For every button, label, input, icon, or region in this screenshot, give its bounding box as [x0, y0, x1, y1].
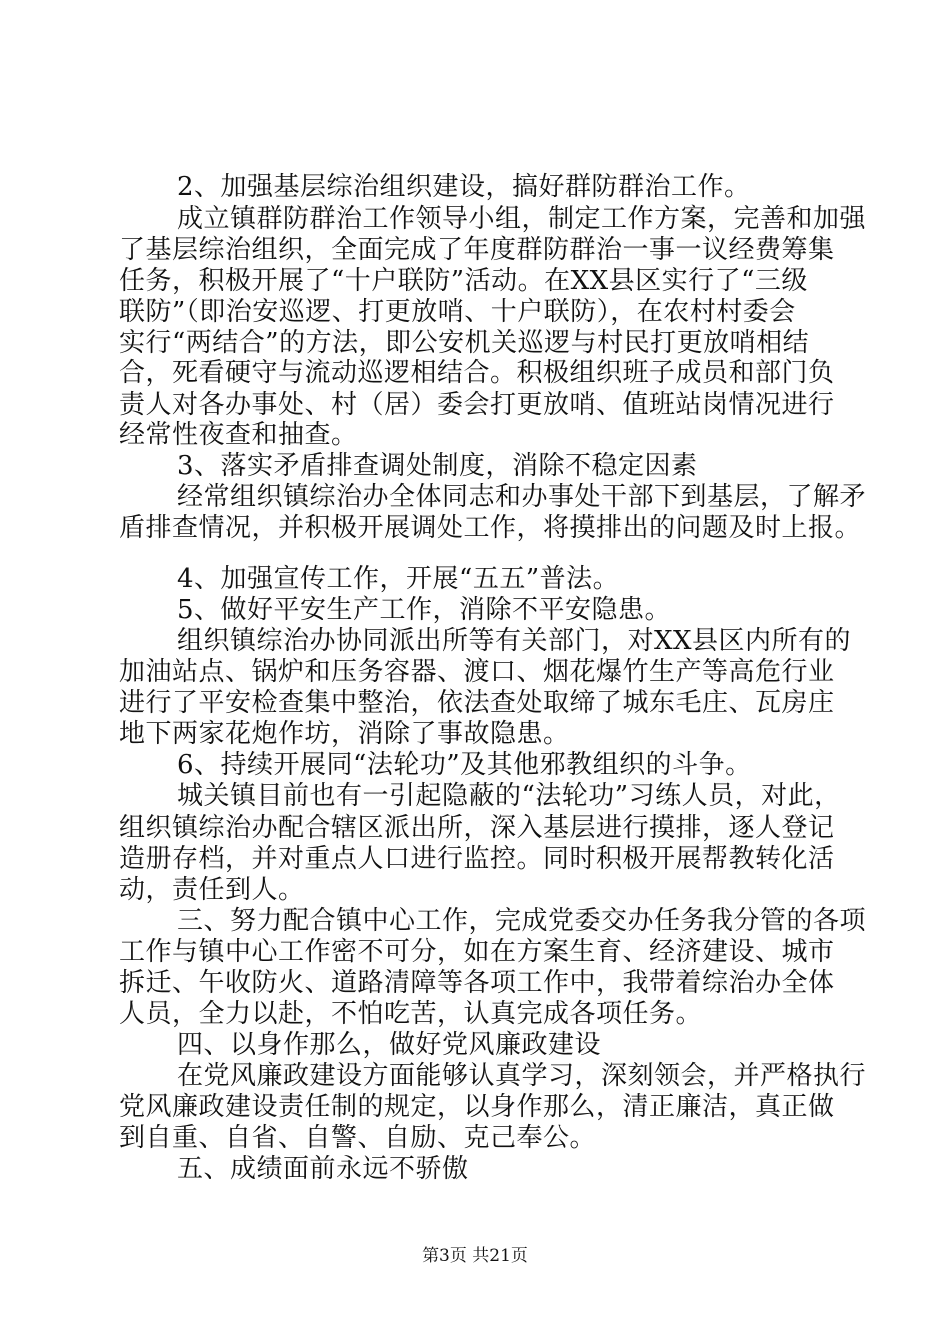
- text-line: 拆迁、午收防火、道路清障等各项工作中，我带着综治办全体: [119, 968, 835, 998]
- text-line: 进行了平安检查集中整治，依法查处取缔了城东毛庄、瓦房庄: [119, 688, 835, 718]
- section-heading: 3、落实矛盾排查调处制度，消除不稳定因素: [177, 451, 698, 481]
- text-line: 任务，积极开展了“十户联防”活动。在XX县区实行了“三级: [119, 266, 808, 296]
- text-line: 组织镇综治办配合辖区派出所，深入基层进行摸排，逐人登记: [119, 813, 835, 843]
- page-footer: 第3页 共21页: [422, 1246, 528, 1266]
- text-line: 党风廉政建设责任制的规定，以身作那么，清正廉洁，真正做: [119, 1092, 835, 1122]
- text-line: 加油站点、锅炉和压务容器、渡口、烟花爆竹生产等高危行业: [119, 657, 835, 687]
- text-line: 组织镇综治办协同派出所等有关部门，对XX县区内所有的: [177, 626, 852, 656]
- text-line: 2、加强基层综治组织建设，搞好群防群治工作。: [177, 172, 751, 202]
- text-line: 责人对各办事处、村（居）委会打更放哨、值班站岗情况进行: [119, 390, 835, 420]
- section-heading: 五、成绩面前永远不骄傲: [177, 1154, 469, 1184]
- text-line: 到自重、自省、自警、自励、克己奉公。: [119, 1123, 597, 1153]
- text-line: 经常性夜查和抽查。: [119, 420, 358, 450]
- text-line: 盾排查情况，并积极开展调处工作，将摸排出的问题及时上报。: [119, 513, 862, 543]
- text-line: 城关镇目前也有一引起隐蔽的“法轮功”习练人员，对此，: [177, 781, 841, 811]
- text-line: 了基层综治组织，全面完成了年度群防群治一事一议经费筹集: [119, 235, 835, 265]
- section-heading: 6、持续开展同“法轮功”及其他邪教组织的斗争。: [177, 750, 752, 780]
- text-line: 地下两家花炮作坊，消除了事故隐患。: [119, 719, 570, 749]
- section-heading: 4、加强宣传工作，开展“五五”普法。: [177, 564, 620, 594]
- text-line: 成立镇群防群治工作领导小组，制定工作方案，完善和加强: [177, 204, 867, 234]
- text-line: 工作与镇中心工作密不可分，如在方案生育、经济建设、城市: [119, 937, 835, 967]
- text-line: 人员，全力以赴，不怕吃苦，认真完成各项任务。: [119, 999, 703, 1029]
- section-heading: 5、做好平安生产工作，消除不平安隐患。: [177, 595, 672, 625]
- text-line: 造册存档，并对重点人口进行监控。同时积极开展帮教转化活: [119, 844, 835, 874]
- section-heading: 四、以身作那么，做好党风廉政建设: [177, 1030, 602, 1060]
- section-heading: 三、努力配合镇中心工作，完成党委交办任务我分管的各项: [177, 906, 867, 936]
- text-line: 实行“两结合”的方法，即公安机关巡逻与村民打更放哨相结: [119, 328, 810, 358]
- text-line: 合，死看硬守与流动巡逻相结合。积极组织班子成员和部门负: [119, 358, 835, 388]
- text-line: 动，责任到人。: [119, 875, 305, 905]
- text-line: 在党风廉政建设方面能够认真学习，深刻领会，并严格执行: [177, 1061, 867, 1091]
- text-line: 联防”（即治安巡逻、打更放哨、十户联防），在农村村委会: [119, 297, 796, 327]
- text-line: 经常组织镇综治办全体同志和办事处干部下到基层，了解矛: [177, 482, 867, 512]
